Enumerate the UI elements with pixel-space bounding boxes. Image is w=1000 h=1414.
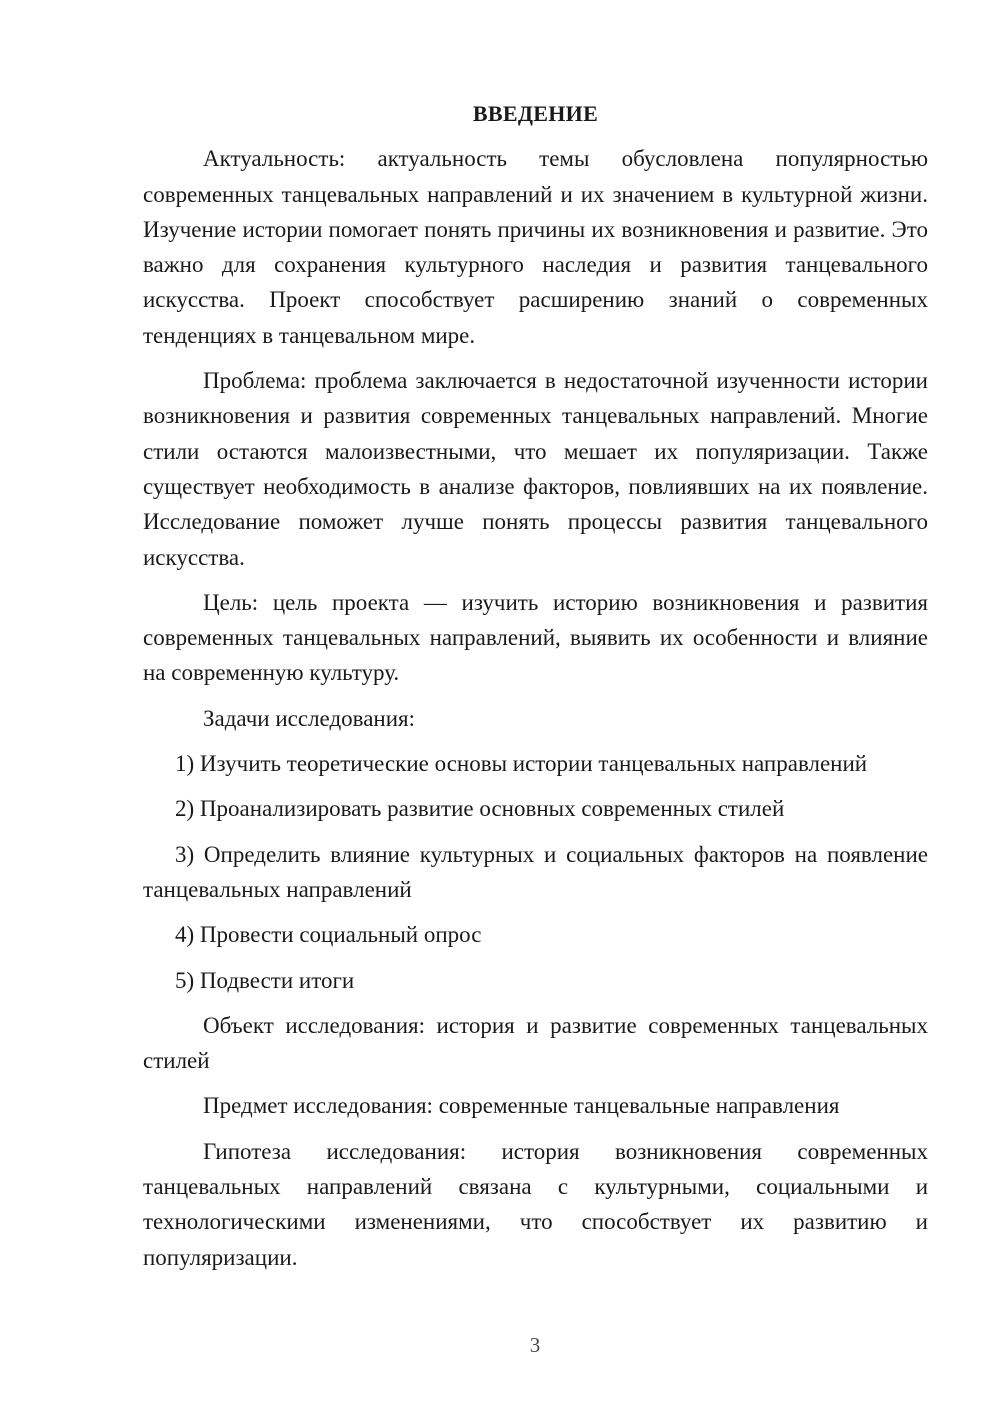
task-item-5: 5) Подвести итоги (175, 967, 355, 993)
task-item-3: 3) Определить влияние культурных и социальных факторов на появление танцевальных направлений (143, 841, 928, 902)
paragraph-problem: Проблема: проблема заключается в недостаточной изученности истории возникновения и развития современных танцевальных направлений. Многие стили остаются малоизвестными, что мешает их популяризации. Также существует необходимость в анализе факторов, повлиявших на их появление. Исследование поможет лучше понять процессы развития танцевального искусства. (143, 368, 928, 570)
tasks-heading: Задачи исследования: (203, 705, 416, 731)
paragraph-relevance: Актуальность: актуальность темы обусловлена популярностью современных танцевальных направлений и их значением в культурной жизни. Изучение истории помогает понять причины их возникновения и развитие. Это важно для сохранения культурного наследия и развития танцевального искусства. Проект способствует расширению знаний о современных тенденциях в танцевальном мире. (143, 146, 928, 348)
task-item-4: 4) Провести социальный опрос (175, 922, 482, 948)
paragraph-subject: Предмет исследования: современные танцевальные направления (203, 1093, 840, 1119)
paragraph-object: Объект исследования: история и развитие современных танцевальных стилей (143, 1012, 928, 1074)
paragraph-hypothesis: Гипотеза исследования: история возникновения современных танцевальных направлений связана с культурными, социальными и технологическими изменениями, что способствует их развитию и популяризации. (143, 1138, 928, 1270)
task-item-1: 1) Изучить теоретические основы истории танцевальных направлений (175, 751, 868, 777)
paragraph-goal: Цель: цель проекта — изучить историю возникновения и развития современных танцевальных направлений, выявить их особенности и влияние на современную культуру. (143, 589, 928, 686)
page-number: 3 (529, 1333, 541, 1357)
task-item-2: 2) Проанализировать развитие основных современных стилей (175, 796, 785, 822)
page-title: ВВЕДЕНИЕ (472, 101, 599, 126)
page-body (143, 96, 928, 1285)
